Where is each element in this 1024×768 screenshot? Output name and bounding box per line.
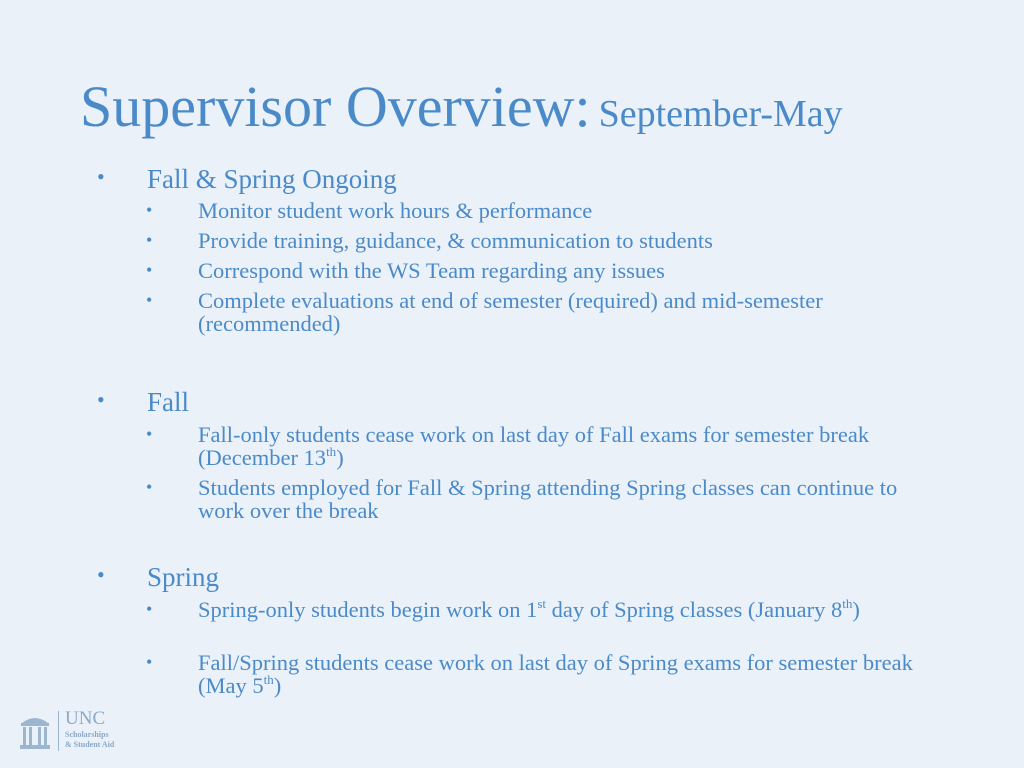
list-item [146,423,926,469]
ordinal-suffix: th [326,444,337,459]
list-item-text: Correspond with the WS Team regarding any issues [198,258,665,283]
list-item-text: Provide training, guidance, & communication to students [198,228,713,253]
section-heading-text: Fall [147,387,190,417]
list-item [146,598,926,621]
bullet-glyph: • [146,477,153,497]
list-item [146,259,926,282]
closing-paren: ) [336,445,344,470]
bullet-glyph: • [146,290,153,310]
ordinal-suffix: th [842,596,853,611]
bullet-glyph: • [97,387,105,412]
list-item-text: Monitor student work hours & performance [198,198,593,223]
bullet-glyph: • [146,652,153,672]
list-item-text-body: Spring-only students begin work on 1 [198,597,538,622]
closing-paren: ) [852,597,860,622]
list-item [146,199,926,222]
list-item [146,651,926,697]
logo-line-student-aid: & Student Aid [65,740,115,749]
list-item-text [198,651,926,697]
ordinal-suffix: th [263,672,274,687]
bullet-glyph: • [146,200,153,220]
logo-line-scholarships: Scholarships [65,730,109,739]
list-item-text: Students employed for Fall & Spring attending Spring classes can continue to work over the break [198,475,898,523]
list-item [146,229,926,252]
list-item-text-body: Fall/Spring students cease work on last day of Spring exams for semester break (May 5 [198,650,913,698]
bullet-glyph: • [97,562,105,587]
list-item-text-body: day of Spring classes (January 8 [546,597,843,622]
section-heading-text: Fall & Spring Ongoing [147,164,397,194]
ordinal-suffix: st [537,596,547,611]
bullet-glyph: • [146,230,153,250]
list-item [146,289,926,335]
bullet-glyph: • [146,260,153,280]
slide-title-subtitle: September-May [598,93,843,135]
slide-title-main: Supervisor Overview: [80,74,591,139]
logo-divider [58,711,59,751]
list-item-text [198,423,926,469]
closing-paren: ) [273,673,282,698]
list-item-text-body: Fall-only students cease work on last day of Fall exams for semester break (December 13 [198,422,870,470]
list-item-text: Complete evaluations at end of semester (required) and mid-semester (recommended) [198,288,823,336]
unc-logo [18,709,128,753]
list-item-text [198,598,926,621]
bullet-glyph: • [97,164,105,189]
list-item [146,476,926,522]
old-well-icon [18,711,52,751]
bullet-glyph: • [146,599,153,619]
logo-unc-text: UNC [65,708,106,729]
section-heading-text: Spring [147,562,220,592]
bullet-glyph: • [146,424,153,444]
